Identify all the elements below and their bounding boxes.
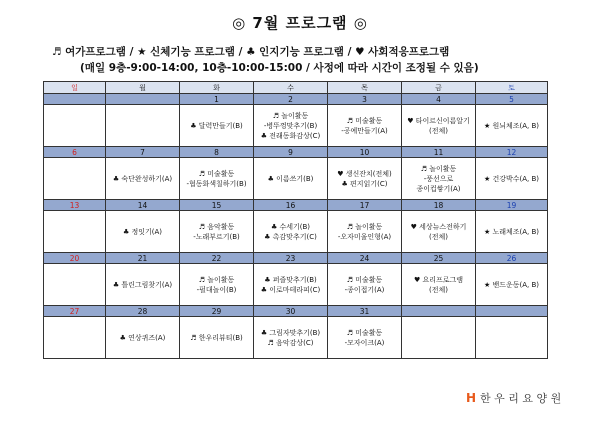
- program-entry: ♬ 놀이활동: [346, 222, 383, 231]
- program-entry: -노래부르기(B): [193, 232, 240, 241]
- program-entry: ♣ 전래동화감상(C): [260, 131, 321, 140]
- date-number: 1: [180, 94, 254, 105]
- date-number: 20: [44, 253, 106, 264]
- date-number: 17: [328, 200, 402, 211]
- program-entry: ♥ 생신잔치(전체): [337, 169, 392, 178]
- date-number: 31: [328, 306, 402, 317]
- date-number-row: [44, 200, 548, 211]
- program-entry: ♣ 달력만들기(B): [190, 121, 243, 130]
- date-number: 16: [254, 200, 328, 211]
- program-entry: -오자미울인형(A): [337, 232, 392, 241]
- program-entry: -펄대놀이(B): [196, 285, 237, 294]
- program-entry: ♣ 수세기(B): [270, 222, 311, 231]
- date-number: 26: [476, 253, 548, 264]
- day-cell: [44, 264, 106, 306]
- date-number: 19: [476, 200, 548, 211]
- day-cell: [106, 105, 180, 147]
- program-entry: -풍선으로: [423, 174, 454, 183]
- day-cell: [44, 105, 106, 147]
- program-entry: (전체): [429, 126, 448, 135]
- page-title: ◎ 7월 프로그램 ◎: [232, 14, 368, 32]
- program-entry: ♣ 편지읽기(C): [341, 179, 388, 188]
- day-cell: [476, 211, 548, 253]
- date-number: 8: [180, 147, 254, 158]
- day-cell: [180, 211, 254, 253]
- day-cell: [328, 211, 402, 253]
- day-cell: [476, 264, 548, 306]
- weekday-header: 월: [106, 82, 180, 94]
- weekday-header: 토: [476, 82, 548, 94]
- day-cell: [402, 105, 476, 147]
- date-number: 27: [44, 306, 106, 317]
- date-number: 28: [106, 306, 180, 317]
- date-number: 18: [402, 200, 476, 211]
- day-cell: [328, 317, 402, 359]
- day-cell: [106, 317, 180, 359]
- program-entry: ♣ 연상퀴즈(A): [119, 333, 166, 342]
- program-entry: ♬ 놀이활동: [420, 164, 457, 173]
- date-number: [402, 306, 476, 317]
- date-number: 25: [402, 253, 476, 264]
- program-entry: ♬ 미술활동: [198, 169, 235, 178]
- day-cell: [254, 264, 328, 306]
- day-cell: [402, 264, 476, 306]
- program-entry: ♥ 세상뉴스전하기: [410, 222, 467, 231]
- program-entry: (전체): [429, 285, 448, 294]
- day-cell: [254, 158, 328, 200]
- date-number: 24: [328, 253, 402, 264]
- program-entry: -협동화색칠하기(B): [186, 179, 247, 188]
- operating-hours-note: (매일 9층-9:00-14:00, 10층-10:00-15:00 / 사정에 따라 시간이 조정될 수 있음): [80, 62, 479, 74]
- program-entry: ♬ 음악감상(C): [267, 338, 314, 347]
- day-cell: [328, 158, 402, 200]
- date-number-row: [44, 306, 548, 317]
- program-entry: -모자이크(A): [344, 338, 385, 347]
- program-entry: ★ 원뇌체조(A, B): [483, 121, 540, 130]
- logo-icon: H: [466, 391, 477, 405]
- date-number: 21: [106, 253, 180, 264]
- program-entry: ♣ 이름쓰기(B): [267, 174, 314, 183]
- date-number: 5: [476, 94, 548, 105]
- date-number: 12: [476, 147, 548, 158]
- program-entry: ♬ 음악활동: [198, 222, 235, 231]
- program-entry: ♬ 놀이활동: [272, 111, 309, 120]
- weekday-header: 목: [328, 82, 402, 94]
- day-cell: [44, 317, 106, 359]
- date-number: 4: [402, 94, 476, 105]
- program-entry: ♬ 미술활동: [346, 116, 383, 125]
- program-entry: -병뚜껑맞추기(B): [263, 121, 318, 130]
- program-entry: ★ 건강박수(A, B): [483, 174, 540, 183]
- day-cell: [476, 105, 548, 147]
- day-cell: [44, 158, 106, 200]
- date-number: 15: [180, 200, 254, 211]
- date-number: 30: [254, 306, 328, 317]
- logo-text: 한 우 리 요 양 원: [480, 392, 562, 405]
- program-entry: -공예만들기(A): [341, 126, 388, 135]
- weekday-header: 금: [402, 82, 476, 94]
- day-cell: [476, 158, 548, 200]
- date-number: 10: [328, 147, 402, 158]
- day-cell: [476, 317, 548, 359]
- calendar-table: [43, 81, 548, 359]
- program-entry: ★ 밴드운동(A, B): [483, 280, 540, 289]
- program-entry: ♬ 미술활동: [346, 275, 383, 284]
- day-cell: [106, 211, 180, 253]
- program-entry: ♣ 정잇기(A): [122, 227, 163, 236]
- program-row: [44, 158, 548, 200]
- day-cell: [254, 105, 328, 147]
- date-number: 22: [180, 253, 254, 264]
- program-entry: ♥ 요리프로그램: [413, 275, 464, 284]
- date-number: 23: [254, 253, 328, 264]
- program-entry: ♣ 숙단완성하기(A): [112, 174, 173, 183]
- day-cell: [180, 158, 254, 200]
- day-cell: [180, 105, 254, 147]
- program-entry: ♬ 놀이활동: [198, 275, 235, 284]
- program-entry: 종이컵쌓기(A): [416, 184, 461, 193]
- day-cell: [106, 264, 180, 306]
- program-row: [44, 317, 548, 359]
- program-entry: ♣ 이로마테라피(C): [260, 285, 321, 294]
- date-number: [476, 306, 548, 317]
- day-cell: [106, 158, 180, 200]
- program-entry: ♣ 그림자맞추기(B): [260, 328, 321, 337]
- date-number: 14: [106, 200, 180, 211]
- date-number: [106, 94, 180, 105]
- program-entry: -종이접기(A): [344, 285, 385, 294]
- date-number: 6: [44, 147, 106, 158]
- date-number-row: [44, 94, 548, 105]
- program-entry: (전체): [429, 232, 448, 241]
- program-entry: ★ 노래체조(A, B): [483, 227, 540, 236]
- date-number: 2: [254, 94, 328, 105]
- program-row: [44, 211, 548, 253]
- program-entry: ♬ 미술활동: [346, 328, 383, 337]
- date-number: 29: [180, 306, 254, 317]
- day-cell: [402, 317, 476, 359]
- program-entry: ♣ 틀린그림찾기(A): [112, 280, 173, 289]
- program-legend: ♬ 여가프로그램 / ★ 신체기능 프로그램 / ♣ 인지기능 프로그램 / ♥ 사회적응프로그램: [52, 46, 450, 58]
- date-number: [44, 94, 106, 105]
- day-cell: [44, 211, 106, 253]
- weekday-header-row: [44, 82, 548, 94]
- program-row: [44, 264, 548, 306]
- day-cell: [402, 158, 476, 200]
- date-number-row: [44, 147, 548, 158]
- weekday-header: 화: [180, 82, 254, 94]
- day-cell: [254, 211, 328, 253]
- program-entry: ♬ 한우리뷰티(B): [190, 333, 243, 342]
- date-number: 9: [254, 147, 328, 158]
- date-number: 13: [44, 200, 106, 211]
- nursing-home-logo: [466, 390, 561, 406]
- day-cell: [254, 317, 328, 359]
- program-row: [44, 105, 548, 147]
- day-cell: [328, 264, 402, 306]
- weekday-header: 수: [254, 82, 328, 94]
- day-cell: [180, 264, 254, 306]
- program-entry: ♥ 타이르신이름알기: [407, 116, 470, 125]
- date-number: 11: [402, 147, 476, 158]
- day-cell: [402, 211, 476, 253]
- day-cell: [180, 317, 254, 359]
- day-cell: [328, 105, 402, 147]
- date-number-row: [44, 253, 548, 264]
- program-entry: ♣ 촉감맞추기(C): [264, 232, 317, 241]
- weekday-header: 일: [44, 82, 106, 94]
- program-entry: ♣ 퍼즐맞추기(B): [264, 275, 317, 284]
- date-number: 7: [106, 147, 180, 158]
- date-number: 3: [328, 94, 402, 105]
